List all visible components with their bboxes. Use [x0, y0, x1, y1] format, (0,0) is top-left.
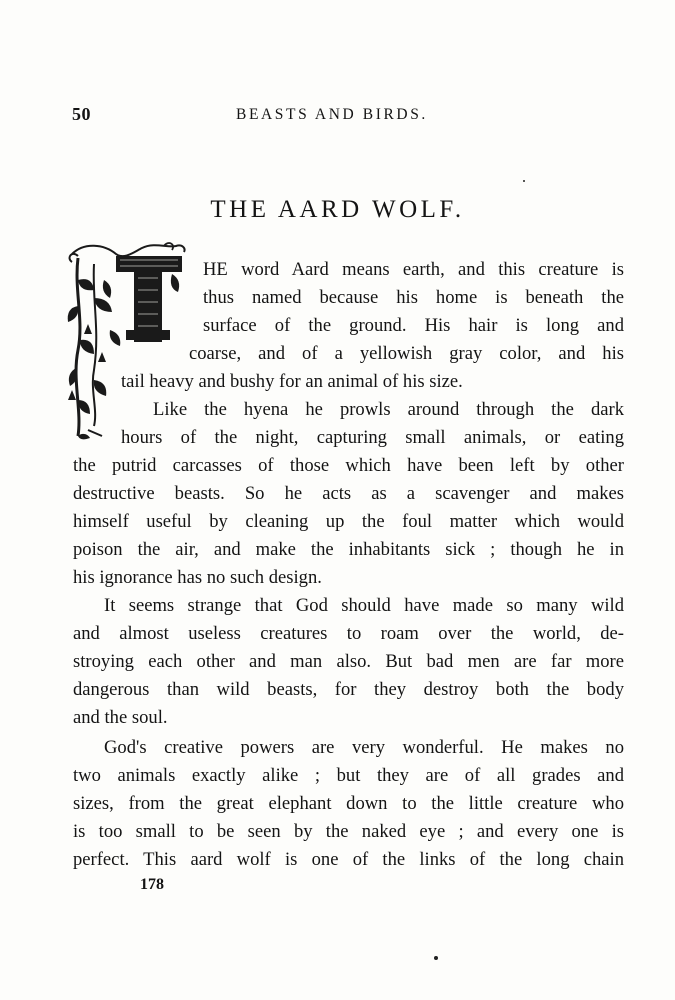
chapter-title: THE AARD WOLF. [210, 196, 465, 223]
text-line: the putrid carcasses of those which have been left by other [73, 455, 624, 476]
page-number: 50 [72, 104, 91, 124]
text-line: thus named because his home is beneath the [203, 287, 624, 308]
text-line: himself useful by cleaning up the foul matter which would [73, 511, 624, 532]
text-line: and the soul. [73, 707, 168, 728]
signature-number: 178 [140, 876, 164, 893]
print-speck [523, 180, 525, 182]
text-line: tail heavy and bushy for an animal of his size. [121, 371, 463, 392]
text-line: poison the air, and make the inhabitants sick ; though he in [73, 539, 624, 560]
text-line: Like the hyena he prowls around through the dark [153, 399, 624, 420]
text-line: surface of the ground. His hair is long and [203, 315, 624, 336]
text-line: stroying each other and man also. But bad men are far more [73, 651, 624, 672]
text-line: is too small to be seen by the naked eye ; and every one is [73, 821, 624, 842]
text-line: two animals exactly alike ; but they are of all grades and [73, 765, 624, 786]
text-line: dangerous than wild beasts, for they destroy both the body [73, 679, 624, 700]
text-line: hours of the night, capturing small animals, or eating [121, 427, 624, 448]
text-line: destructive beasts. So he acts as a scavenger and makes [73, 483, 624, 504]
text-line: HE word Aard means earth, and this creature is [203, 259, 624, 280]
text-line: sizes, from the great elephant down to the little creature who [73, 793, 624, 814]
text-line: God's creative powers are very wonderful. He makes no [104, 737, 624, 758]
text-line: his ignorance has no such design. [73, 567, 322, 588]
print-speck [434, 956, 438, 960]
text-line: and almost useless creatures to roam over the world, de- [73, 623, 624, 644]
running-head: BEASTS AND BIRDS. [236, 106, 428, 123]
text-line: It seems strange that God should have made so many wild [104, 595, 624, 616]
text-line: coarse, and of a yellowish gray color, and his [189, 343, 624, 364]
text-line: perfect. This aard wolf is one of the links of the long chain [73, 849, 624, 870]
page-header [0, 104, 675, 128]
